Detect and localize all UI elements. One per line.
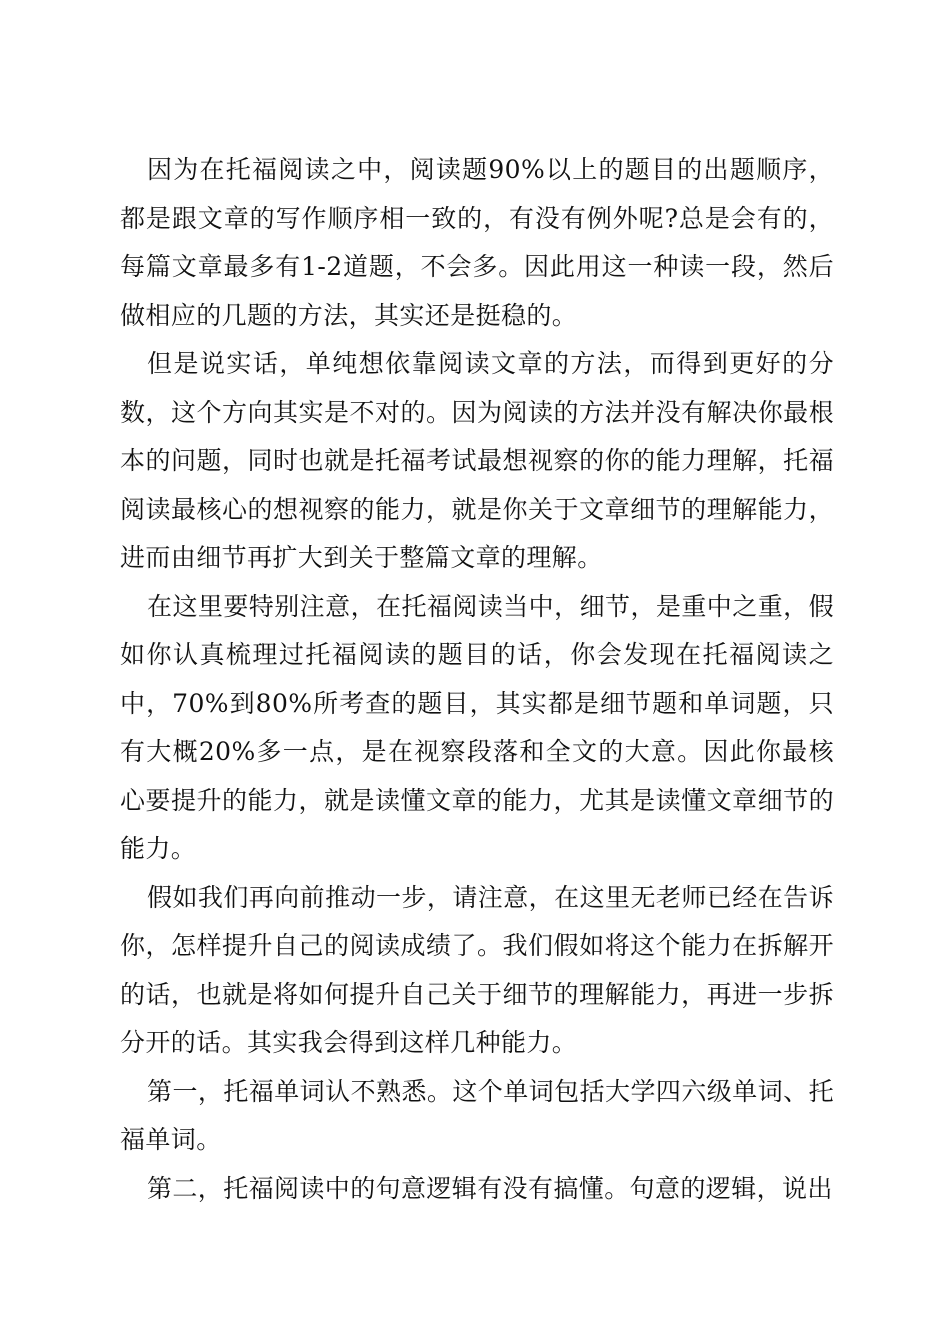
paragraph: 因为在托福阅读之中，阅读题90%以上的题目的出题顺序，都是跟文章的写作顺序相一致的，有没有例外呢?总是会有的，每篇文章最多有1-2道题，不会多。因此用这一种读一段，然后做相应的几题的方法，其实还是挺稳的。 [120, 155, 834, 330]
document-body [120, 146, 834, 1213]
paragraph: 在这里要特别注意，在托福阅读当中，细节，是重中之重，假如你认真梳理过托福阅读的题目的话，你会发现在托福阅读之中，70%到80%所考查的题目，其实都是细节题和单词题，只有大概20%多一点，是在视察段落和全文的大意。因此你最核心要提升的能力，就是读懂文章的能力，尤其是读懂文章细节的能力。 [120, 591, 834, 863]
paragraph: 假如我们再向前推动一步，请注意，在这里无老师已经在告诉你，怎样提升自己的阅读成绩了。我们假如将这个能力在拆解开的话，也就是将如何提升自己关于细节的理解能力，再进一步拆分开的话。其实我会得到这样几种能力。 [120, 882, 834, 1057]
paragraph: 但是说实话，单纯想依靠阅读文章的方法，而得到更好的分数，这个方向其实是不对的。因为阅读的方法并没有解决你最根本的问题，同时也就是托福考试最想视察的你的能力理解，托福阅读最核心的想视察的能力，就是你关于文章细节的理解能力，进而由细节再扩大到关于整篇文章的理解。 [120, 349, 834, 572]
paragraph: 第二，托福阅读中的句意逻辑有没有搞懂。句意的逻辑，说出 [147, 1173, 833, 1203]
paragraph: 第一，托福单词认不熟悉。这个单词包括大学四六级单词、托福单词。 [120, 1076, 834, 1154]
